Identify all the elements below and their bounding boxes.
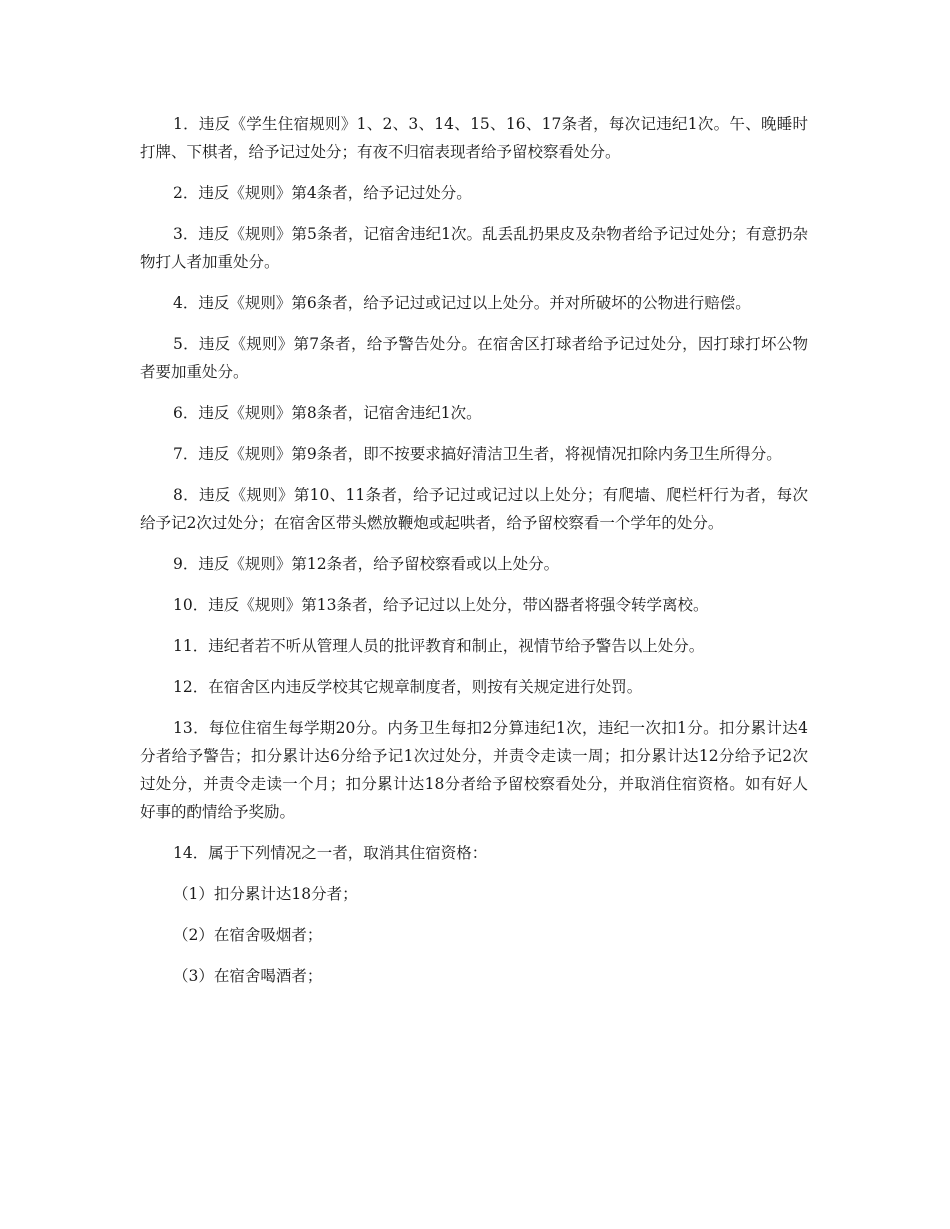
document-body: [140, 110, 808, 1003]
rule-paragraph-3: 3．违反《规则》第5条者，记宿舍违纪1次。乱丢乱扔果皮及杂物者给予记过处分；有意扔杂物打人者加重处分。: [140, 225, 808, 271]
rule-paragraph-6: 6．违反《规则》第8条者，记宿舍违纪1次。: [173, 404, 482, 422]
rule-paragraph-1: 1．违反《学生住宿规则》1、2、3、14、15、16、17条者，每次记违纪1次。午、晚睡时打牌、下棋者，给予记过处分；有夜不归宿表现者给予留校察看处分。: [140, 115, 808, 161]
rule-paragraph-5: 5．违反《规则》第7条者，给予警告处分。在宿舍区打球者给予记过处分，因打球打坏公物者要加重处分。: [140, 335, 808, 381]
rule-paragraph-14: 14．属于下列情况之一者，取消其住宿资格：: [173, 844, 488, 862]
sub-item-2: （2）在宿舍吸烟者；: [173, 926, 323, 944]
sub-item-1: （1）扣分累计达18分者；: [173, 885, 358, 903]
rule-paragraph-12: 12．在宿舍区内违反学校其它规章制度者，则按有关规定进行处罚。: [173, 678, 643, 696]
rule-paragraph-9: 9．违反《规则》第12条者，给予留校察看或以上处分。: [173, 555, 560, 573]
sub-item-3: （3）在宿舍喝酒者；: [173, 967, 323, 985]
rule-paragraph-8: 8．违反《规则》第10、11条者，给予记过或记过以上处分；有爬墙、爬栏杆行为者，每次给予记2次过处分；在宿舍区带头燃放鞭炮或起哄者，给予留校察看一个学年的处分。: [140, 486, 808, 532]
rule-paragraph-7: 7．违反《规则》第9条者，即不按要求搞好清洁卫生者，将视情况扣除内务卫生所得分。: [173, 445, 782, 463]
rule-paragraph-13: 13．每位住宿生每学期20分。内务卫生每扣2分算违纪1次，违纪一次扣1分。扣分累计达4分者给予警告；扣分累计达6分给予记1次过处分，并责令走读一周；扣分累计达12分给予记2次过处分，并责令走读一个月；扣分累计达18分者给予留校察看处分，并取消住宿资格。如有好人好事的酌情给予奖励。: [140, 719, 808, 821]
rule-paragraph-10: 10．违反《规则》第13条者，给予记过以上处分，带凶器者将强令转学离校。: [173, 596, 709, 614]
rule-paragraph-2: 2．违反《规则》第4条者，给予记过处分。: [173, 184, 472, 202]
rule-paragraph-11: 11．违纪者若不听从管理人员的批评教育和制止，视情节给予警告以上处分。: [173, 637, 705, 655]
rule-paragraph-4: 4．违反《规则》第6条者，给予记过或记过以上处分。并对所破坏的公物进行赔偿。: [173, 294, 751, 312]
